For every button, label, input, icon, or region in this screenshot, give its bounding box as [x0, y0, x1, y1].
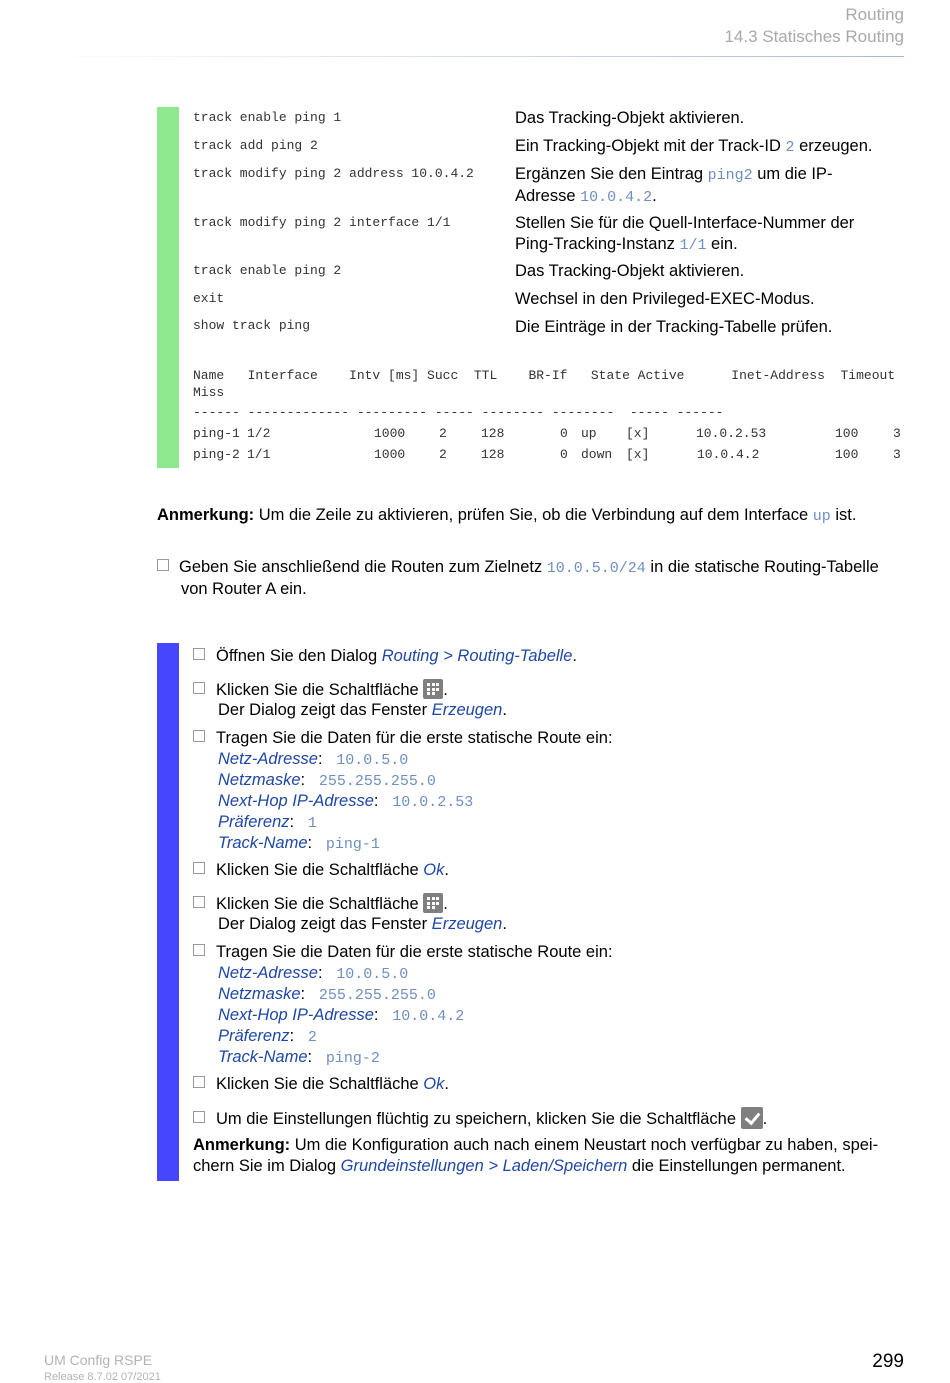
track-cell: down [581, 447, 613, 462]
bullet-box-icon [193, 1076, 205, 1088]
footer-release: Release 8.7.02 07/2021 [44, 1371, 161, 1383]
checkmark-icon[interactable] [741, 1107, 763, 1129]
route1-net: Netz-Adresse: 10.0.5.0 [218, 750, 409, 769]
table-add-icon[interactable] [423, 679, 443, 699]
cli-description: Stellen Sie für die Quell-Interface-Nummer der Ping-Tracking-Instanz 1/1 ein. [515, 214, 855, 254]
step-window-info: Der Dialog zeigt das Fenster Erzeugen. [218, 701, 507, 719]
cli-command: track modify ping 2 interface 1/1 [193, 215, 451, 230]
route1-pref: Präferenz: 1 [218, 813, 317, 832]
track-cell: 10.0.2.53 [696, 426, 767, 441]
bullet-box-icon [193, 730, 205, 742]
header-section: 14.3 Statisches Routing [724, 27, 904, 46]
track-cell: 1000 [374, 426, 406, 441]
track-cell: 2 [439, 426, 447, 441]
track-cell: 100 [835, 447, 859, 462]
cli-command: track modify ping 2 address 10.0.4.2 [193, 166, 474, 181]
route1-mask: Netzmaske: 255.255.255.0 [218, 771, 436, 790]
note-permanent-save: Anmerkung: Um die Konfiguration auch nach einem Neustart noch verfügbar zu haben, spei- chern Sie im Dialog Grundeinstellungen > Laden/Speichern die Einstellungen permanent. [193, 1136, 879, 1175]
bullet-box-icon [193, 648, 205, 660]
ok-button-ref[interactable]: Ok [423, 861, 445, 879]
cli-description: Wechsel in den Privileged-EXEC-Modus. [515, 290, 815, 308]
route2-net: Netz-Adresse: 10.0.5.0 [218, 964, 409, 983]
header-chapter: Routing [845, 5, 904, 24]
header-rule [46, 56, 904, 57]
page-number: 299 [872, 1351, 904, 1372]
footer-doc: UM Config RSPE [44, 1352, 153, 1368]
dialog-link[interactable]: Grundeinstellungen > Laden/Speichern [340, 1157, 628, 1175]
cli-description: Das Tracking-Objekt aktivieren. [515, 109, 745, 127]
bullet-box-icon [193, 682, 205, 694]
bullet-box-icon [193, 1111, 205, 1123]
cli-bar [157, 107, 179, 468]
track-cell: 0 [560, 426, 568, 441]
cli-command: show track ping [193, 318, 311, 333]
step-open-dialog: Öffnen Sie den Dialog Routing > Routing-Tabelle. [193, 646, 577, 667]
bullet-box-icon [157, 559, 169, 571]
track-cell: 128 [481, 426, 505, 441]
step-click-ok: Klicken Sie die Schaltfläche Ok. [193, 1074, 449, 1095]
track-cell: 128 [481, 447, 505, 462]
track-table-header-cont: Miss [193, 385, 225, 400]
track-table-header: Name Interface Intv [ms] Succ TTL BR-If State Active Inet-Address Timeout [193, 368, 896, 383]
track-cell: ping-1 [193, 426, 240, 441]
track-cell: ping-2 [193, 447, 240, 462]
track-cell: 1000 [374, 447, 406, 462]
cli-command: track enable ping 2 [193, 263, 342, 278]
note-interface: Anmerkung: Um die Zeile zu aktivieren, prüfen Sie, ob die Verbindung auf dem Interface up ist. [157, 506, 857, 525]
step-enter-route2: Tragen Sie die Daten für die erste statische Route ein: [193, 942, 613, 963]
track-table-separator: ------ ------------- --------- ----- -------- -------- ----- ------ [193, 405, 724, 420]
track-cell: 3 [893, 447, 901, 462]
cli-command: track add ping 2 [193, 138, 318, 153]
track-cell: [x] [626, 447, 650, 462]
bullet-box-icon [193, 862, 205, 874]
step-click-ok: Klicken Sie die Schaltfläche Ok. [193, 860, 449, 881]
track-cell: 100 [835, 426, 859, 441]
table-add-icon[interactable] [423, 893, 443, 913]
dialog-link[interactable]: Routing > Routing-Tabelle [381, 647, 573, 665]
cli-description: Die Einträge in der Tracking-Tabelle prüfen. [515, 318, 833, 336]
track-cell: 2 [439, 447, 447, 462]
track-cell: up [581, 426, 597, 441]
step-click-create: Klicken Sie die Schaltfläche . [193, 679, 448, 701]
route2-mask: Netzmaske: 255.255.255.0 [218, 985, 436, 1004]
ok-button-ref[interactable]: Ok [423, 1075, 445, 1093]
track-cell: 1/1 [247, 447, 271, 462]
bullet-box-icon [193, 896, 205, 908]
route1-track: Track-Name: ping-1 [218, 834, 380, 853]
step-click-create: Klicken Sie die Schaltfläche . [193, 893, 448, 915]
track-cell: [x] [626, 426, 650, 441]
route1-hop: Next-Hop IP-Adresse: 10.0.2.53 [218, 792, 474, 811]
cli-description: Ein Tracking-Objekt mit der Track-ID 2 erzeugen. [515, 137, 873, 156]
cli-command: track enable ping 1 [193, 110, 342, 125]
cli-description: Das Tracking-Objekt aktivieren. [515, 262, 745, 280]
gui-steps-bar [157, 643, 179, 1181]
cli-description: Ergänzen Sie den Eintrag ping2 um die IP- Adresse 10.0.4.2. [515, 165, 833, 206]
route2-track: Track-Name: ping-2 [218, 1048, 380, 1067]
track-cell: 10.0.4.2 [697, 447, 760, 462]
step-save: Um die Einstellungen flüchtig zu speichern, klicken Sie die Schaltfläche . [193, 1107, 767, 1130]
route2-pref: Präferenz: 2 [218, 1027, 317, 1046]
track-cell: 0 [560, 447, 568, 462]
route2-hop: Next-Hop IP-Adresse: 10.0.4.2 [218, 1006, 465, 1025]
bullet-box-icon [193, 944, 205, 956]
step-window-info: Der Dialog zeigt das Fenster Erzeugen. [218, 915, 507, 933]
instruction-enter-routes: Geben Sie anschließend die Routen zum Zielnetz 10.0.5.0/24 in die statische Routing-Tabelle von Router A ein. [157, 557, 907, 600]
track-cell: 1/2 [247, 426, 271, 441]
step-enter-route1: Tragen Sie die Daten für die erste statische Route ein: [193, 728, 613, 749]
track-cell: 3 [893, 426, 901, 441]
cli-command: exit [193, 291, 225, 306]
